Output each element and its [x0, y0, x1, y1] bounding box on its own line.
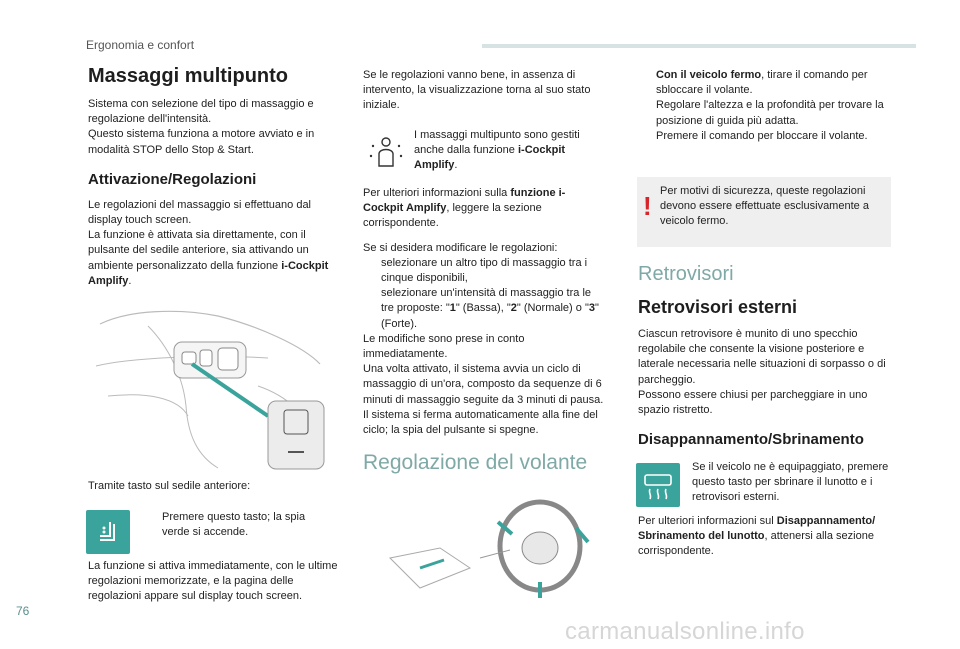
header-bar	[482, 44, 916, 48]
massage-title: Massaggi multipunto	[88, 65, 288, 87]
i-cockpit-amplify-bold: i-Cockpit Amplify	[88, 259, 329, 287]
col2-p1: Se le regolazioni vanno bene, in assenza di intervento, la visualizzazione torna al suo stato iniziale.	[363, 69, 591, 112]
seat-button-bullet: Premere questo tasto; la spia verde si accende.	[162, 511, 306, 539]
activation-p4: La funzione si attiva immediatamente, con le ultime regolazioni memorizzate, e la pagina delle regolazioni appare sul display touch screen.	[88, 560, 338, 603]
intro-2: Questo sistema funziona a motore avviato e in modalità STOP dello Stop & Start.	[88, 128, 315, 156]
demist-text: Se il veicolo ne è equipaggiato, premere questo tasto per sbrinare il lunotto e i retrovisori esterni.	[692, 461, 889, 504]
mirrors-section-title: Retrovisori	[638, 263, 734, 285]
watermark: carmanualsonline.info	[565, 618, 805, 645]
demist-subtitle: Disappannamento/Sbrinamento	[638, 431, 864, 449]
activation-p2: La funzione è attivata sia direttamente, con il pulsante del sedile anteriore, sia attivando un ambiente personalizzato della funzione i-Cockpit Amplify.	[88, 229, 329, 287]
seat-button-intro: Tramite tasto sul sedile anteriore:	[88, 480, 251, 492]
column-1	[88, 64, 340, 289]
mirrors-subtitle: Retrovisori esterni	[638, 297, 798, 317]
demist-icon	[636, 463, 680, 507]
warning-box	[637, 177, 891, 247]
steering-section-title: Regolazione del volante	[363, 451, 588, 475]
warning-text: Per motivi di sicurezza, queste regolazioni devono essere effettuate esclusivamente a veicolo fermo.	[660, 185, 869, 228]
warning-icon: !	[643, 191, 652, 221]
page-number: 76	[16, 604, 30, 618]
massage-button-icon	[86, 510, 130, 554]
running-header: Ergonomia e confort	[86, 38, 195, 52]
column-2	[363, 68, 605, 114]
activation-subtitle: Attivazione/Regolazioni	[88, 170, 257, 188]
activation-p1: Le regolazioni del massaggio si effettuano dal display touch screen.	[88, 198, 312, 227]
person-icon	[365, 132, 407, 174]
demist-more-info: Per ulteriori informazioni sul Disappannamento/ Sbrinamento del lunotto, attenersi alla sezione corrispondente.	[638, 515, 876, 558]
seat-illustration	[88, 306, 330, 472]
col2-body: Per ulteriori informazioni sulla funzione i-Cockpit Amplify, leggere la sezione corrispondente. Se si desidera modificare le regolazioni: selezionare un altro tipo di massaggio tra i cinque disponibili, selezionare un'intensità di massaggio tra le tre proposte: "1" (Bassa), "2" (Normale) o "3" (Forte). Le modifiche sono prese in conto immediatamente. Una volta attivato, il sistema avvia un ciclo di massaggio di un'ora, composto da sequenze di 6 minuti di massaggio seguite da 3 minuti di pausa. Il sistema si ferma automaticamente alla fine del ciclo; la spia del pulsante si spegne. Regolazione del volante	[363, 187, 604, 475]
intro-1: Sistema con selezione del tipo di massaggio e regolazione dell'intensità.	[88, 98, 314, 126]
steering-wheel-illustration	[380, 498, 600, 600]
column-3: Con il veicolo fermo, tirare il comando per sbloccare il volante. Regolare l'altezza e la profondità per trovare la posizione di guida più adatta. Premere il comando per bloccare il volante.	[656, 69, 884, 142]
col2-note: I massaggi multipunto sono gestiti anche dalla funzione i-Cockpit Amplify.	[414, 129, 580, 172]
mirrors-block: Retrovisori Retrovisori esterni Ciascun retrovisore è munito di uno specchio regolabile che consente la visione posteriore e laterale necessaria nelle situazioni di sorpasso o di parcheggio. Possono essere chiusi per parcheggiare in uno spazio ristretto. Disappannamento/Sbrinamento	[638, 261, 894, 449]
